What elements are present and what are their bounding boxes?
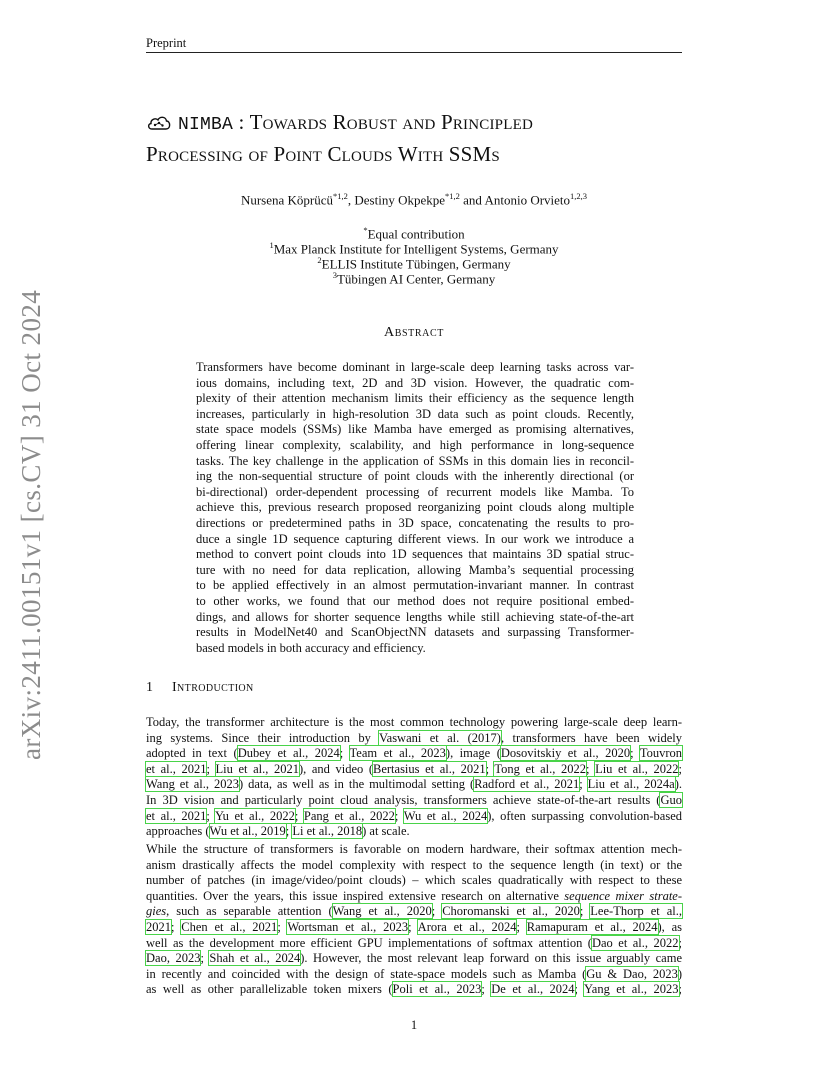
abstract-line: state space models (SSMs) like Mamba have emerged as promising alternatives,	[196, 422, 634, 437]
affiliation-text: Equal contribution	[367, 226, 465, 242]
citation-link[interactable]: Chen et al., 2021	[181, 919, 278, 934]
text-run: ) at scale.	[362, 824, 410, 839]
paragraph-line	[146, 809, 682, 825]
citation-link[interactable]: Pang et al., 2022	[303, 808, 395, 823]
citation-link[interactable]: Bertasius et al., 2021	[373, 761, 486, 776]
text-run: as well as other parallelizable token mixers (	[146, 982, 393, 997]
cloud-logo-icon	[146, 112, 172, 140]
text-run: ;	[579, 777, 588, 792]
citation-link[interactable]: Arora et al., 2024	[417, 919, 517, 934]
text-run: ing systems. Since their introduction by	[146, 730, 379, 745]
abstract-line: offering linear complexity, scalability, and high performance in long-sequence	[196, 437, 634, 452]
text-run: ;	[285, 824, 293, 839]
abstract-line: based models in both accuracy and efficiency.	[196, 640, 426, 655]
paragraph-line	[146, 777, 682, 793]
citation-link[interactable]: Wortsman et al., 2023	[287, 919, 409, 934]
paragraph-line	[146, 936, 682, 952]
paragraph-line	[146, 951, 682, 967]
abstract-line: ious domains, including text, 2D and 3D vision. However, the quadratic com-	[196, 375, 634, 390]
affiliation-marker: 3	[332, 270, 337, 280]
text-run: In 3D vision and particularly point cloud analysis, transformers achieve state-of-the-art results (	[146, 792, 661, 807]
affiliation-text: Max Planck Institute for Intelligent Systems, Germany	[273, 241, 559, 257]
text-run: ), often surpassing convolution-based	[487, 808, 683, 823]
text-run: ;	[586, 761, 596, 776]
abstract-line: to be applied effectively in an almost permutation-invariant manner. In contrast	[196, 578, 634, 593]
text-run: ). However, the most relevant leap forward on this issue arguably came	[300, 951, 683, 966]
citation-link[interactable]: Liu et al., 2022	[595, 761, 679, 776]
text-run: ;	[678, 761, 682, 776]
citation-link[interactable]: Poli et al., 2023	[392, 982, 482, 997]
citation-link[interactable]: Dosovitskiy et al., 2020	[500, 746, 631, 761]
intro-paragraph-2	[146, 842, 682, 998]
author-list	[146, 191, 682, 208]
paragraph-line	[146, 889, 682, 905]
text-run: quantities. Over the years, this issue inspired extensive research on alternative	[146, 888, 565, 903]
text-run: approaches (	[146, 824, 210, 839]
text-run: ;	[277, 919, 288, 934]
paragraph-line: anism drastically affects the model complexity with respect to the sequence length (in text) or the	[146, 857, 682, 872]
citation-link[interactable]: Liu et al., 2021	[215, 761, 299, 776]
text-run: ).	[674, 777, 682, 792]
citation-link[interactable]: Wang et al., 2020	[332, 904, 432, 919]
text-run: ;	[574, 982, 584, 997]
text-run: ;	[678, 982, 682, 997]
text-run: ;	[408, 919, 418, 934]
text-run: ) data, as well as in the multimodal setting (	[238, 777, 475, 792]
section-title: Introduction	[172, 680, 254, 695]
abstract-line: increases, particularly in high-resolution 3D data such as point clouds. Recently,	[196, 406, 634, 421]
text-run: ;	[200, 951, 210, 966]
text-run: ;	[206, 761, 216, 776]
abstract-line: achieve this, previous research proposed reorganizing point clouds along multiple	[196, 500, 634, 515]
text-run: ;	[339, 746, 350, 761]
abstract-line: bi-directional) order-dependent processing of recurrent models like Mamba. To	[196, 484, 634, 499]
affiliation-marker: *	[363, 225, 368, 235]
citation-link[interactable]: Lee-Thorp et al.,	[590, 904, 683, 919]
text-run: ;	[206, 808, 215, 823]
affiliation-line	[146, 267, 682, 287]
text-run: ;	[171, 919, 182, 934]
author-superscript: 1,2,3	[570, 191, 588, 201]
paragraph-line	[146, 982, 682, 998]
text-run: adopted in text (	[146, 746, 238, 761]
citation-link[interactable]: De et al., 2024	[491, 982, 575, 997]
citation-link[interactable]: et al., 2021	[146, 808, 207, 823]
emphasis-text: gies	[146, 904, 167, 919]
abstract-line: tasks. The key challenge in the application of SSMs in this domain lies in reconcil-	[196, 453, 634, 468]
abstract-line: duce a single 1D sequence capturing different views. In our work we introduce a	[196, 531, 634, 546]
paragraph-line	[146, 904, 682, 920]
abstract-line: ing the non-sequential structure of point clouds with the inherently directional (or	[196, 469, 634, 484]
citation-link[interactable]: Yang et al., 2023	[584, 982, 679, 997]
citation-link[interactable]: Tong et al., 2022	[494, 761, 586, 776]
section-number: 1	[146, 680, 154, 695]
paragraph-line: While the structure of transformers is favorable on modern hardware, their softmax attention mech-	[146, 842, 682, 856]
citation-link[interactable]: Team et al., 2023	[349, 746, 446, 761]
abstract-line: plexity of their attention mechanism limits their efficiency as the sequence length	[196, 391, 634, 406]
abstract-body	[196, 360, 634, 656]
affiliation-text: ELLIS Institute Tübingen, Germany	[321, 256, 511, 272]
paragraph-line	[146, 967, 682, 983]
text-run: ;	[485, 761, 495, 776]
text-run: ), image (	[445, 746, 501, 761]
arxiv-identifier-stamp: arXiv:2411.00151v1 [cs.CV] 31 Oct 2024	[16, 289, 46, 760]
paragraph-line: number of patches (in image/video/point clouds) – which scales quadratically with respect to these	[146, 873, 682, 888]
text-run: ;	[678, 935, 682, 950]
citation-link[interactable]: 2021	[146, 919, 171, 934]
author-name: Destiny Okpekpe	[354, 192, 446, 208]
abstract-heading: Abstract	[384, 325, 444, 340]
paragraph-line	[146, 824, 682, 840]
citation-link[interactable]: Touvron	[639, 746, 683, 761]
abstract-line: ture with no need for data replication, allowing Mamba’s sequential processing	[196, 562, 634, 577]
author-separator: ,	[347, 192, 355, 208]
affiliation-text: Tübingen AI Center, Germany	[336, 271, 496, 287]
citation-link[interactable]: Liu et al., 2024a	[587, 777, 675, 792]
title-line-1-text: : Towards Robust and Principled	[233, 110, 533, 134]
paragraph-line	[146, 920, 682, 936]
abstract-line: directions or predetermined paths in 3D space, concatenating the results to pro-	[196, 515, 634, 530]
paragraph-line	[146, 762, 682, 778]
text-run: ;	[516, 919, 527, 934]
text-run: ), and video (	[298, 761, 373, 776]
citation-link[interactable]: Yu et al., 2022	[215, 808, 295, 823]
citation-link[interactable]: Wu et al., 2024	[403, 808, 488, 823]
paragraph-line: Today, the transformer architecture is the most common technology powering large-scale deep learn-	[146, 715, 682, 729]
text-run: , transformers have been widely	[500, 730, 682, 745]
citation-link[interactable]: Li et al., 2018	[292, 824, 363, 839]
citation-link[interactable]: Ramapuram et al., 2024	[526, 919, 658, 934]
text-run: ), as	[657, 919, 682, 934]
author-name: Nursena Köprücü	[240, 192, 334, 208]
emphasis-text: sequence mixer strate-	[564, 888, 682, 903]
text-run: well as the development more efficient GPU implementations of softmax attention (	[146, 935, 592, 950]
page-number: 1	[410, 1018, 418, 1032]
citation-link[interactable]: Dao et al., 2022	[591, 935, 679, 950]
citation-link[interactable]: et al., 2021	[146, 761, 207, 776]
abstract-line: results in ModelNet40 and ScanObjectNN datasets and surpassing Transformer-	[196, 625, 634, 640]
affiliation-marker: 1	[269, 240, 274, 250]
abstract-line: dings, and allows for shorter sequence lengths while still achieving state-of-the-art	[196, 609, 634, 624]
affiliation-marker: 2	[317, 255, 322, 265]
text-run: ;	[431, 904, 443, 919]
title-line-2: Processing of Point Clouds With SSMs	[146, 142, 500, 166]
model-name: NIMBA	[178, 115, 234, 135]
paragraph-line	[146, 746, 682, 762]
running-header: Preprint	[146, 36, 187, 50]
text-run: ;	[481, 982, 492, 997]
title-line-1	[146, 108, 706, 140]
abstract-line: method to convert point clouds into 1D sequences that maintains 3D spatial struc-	[196, 547, 634, 562]
citation-link[interactable]: Dubey et al., 2024	[237, 746, 340, 761]
citation-link[interactable]: Shah et al., 2024	[209, 951, 301, 966]
citation-link[interactable]: Radford et al., 2021	[474, 777, 580, 792]
paper-title	[146, 108, 706, 168]
text-run: ;	[394, 808, 404, 823]
abstract-line: to other works, we found that our method does not require positional embed-	[196, 593, 634, 608]
text-run: in recently and coincided with the design of state-space models such as Mamba (	[146, 966, 587, 981]
text-run: , such as separable attention (	[166, 904, 333, 919]
citation-link[interactable]: Dao, 2023	[146, 951, 201, 966]
abstract-line: Transformers have become dominant in large-scale deep learning tasks across var-	[196, 360, 634, 374]
text-run: ;	[579, 904, 591, 919]
citation-link[interactable]: Guo	[660, 792, 682, 807]
citation-link[interactable]: Wu et al., 2019	[209, 824, 286, 839]
section-heading-introduction	[146, 680, 254, 696]
citation-link[interactable]: Wang et al., 2023	[146, 777, 239, 792]
citation-link[interactable]: Vaswani et al. (2017)	[379, 730, 501, 745]
author-separator: and	[459, 192, 485, 208]
intro-paragraph-1	[146, 715, 682, 840]
citation-link[interactable]: Choromanski et al., 2020	[442, 904, 580, 919]
paragraph-line	[146, 731, 682, 747]
paragraph-line	[146, 793, 682, 809]
author-superscript: *1,2	[333, 191, 348, 201]
text-run: )	[677, 966, 683, 981]
author-name: Antonio Orvieto	[484, 192, 571, 208]
text-run: ;	[630, 746, 640, 761]
citation-link[interactable]: Gu & Dao, 2023	[586, 966, 678, 981]
author-superscript: *1,2	[445, 191, 460, 201]
header-rule	[146, 52, 682, 53]
text-run: ;	[294, 808, 304, 823]
